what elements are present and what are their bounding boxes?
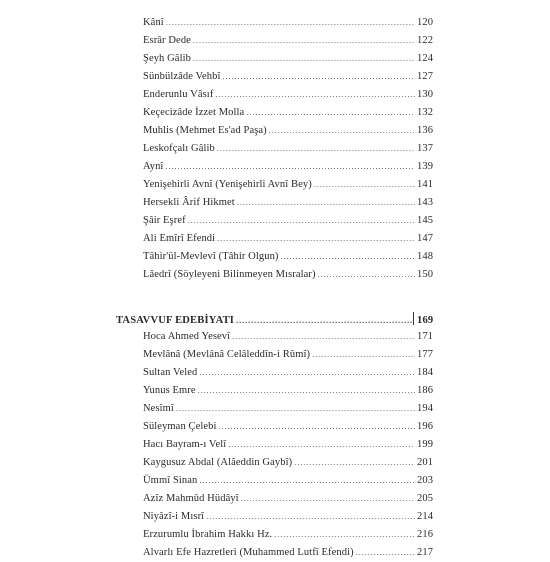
dot-leader [199,472,415,490]
entry-title: Ümmî Sinan [143,472,199,490]
entry-title: Şeyh Gâlib [143,50,193,68]
entry-page: 145 [415,212,433,230]
table-of-contents [143,14,433,562]
entry-page: 186 [415,382,433,400]
entry-page: 199 [415,436,433,454]
entry-page: 141 [415,176,433,194]
entry-title: Azîz Mahmûd Hüdâyî [143,490,241,508]
entry-title: Keçecizâde İzzet Molla [143,104,246,122]
entry-title: Yunus Emre [143,382,198,400]
toc-entry [143,400,433,418]
toc-entry [143,508,433,526]
dot-leader [166,14,415,32]
entry-title: Muhlis (Mehmet Es'ad Paşa) [143,122,269,140]
entry-page: 132 [415,104,433,122]
entry-title: Lâedrî (Söyleyeni Bilinmeyen Mısralar) [143,266,318,284]
dot-leader [232,328,415,346]
toc-entry [143,364,433,382]
dot-leader [246,104,415,122]
entry-page: 130 [415,86,433,104]
entry-title: Hacı Bayram-ı Velî [143,436,228,454]
entry-page: 127 [415,68,433,86]
entry-title: Leskofçalı Gâlib [143,140,217,158]
entry-title: Erzurumlu İbrahim Hakkı Hz. [143,526,274,544]
toc-entry [143,194,433,212]
dot-leader [237,194,415,212]
dot-leader [269,122,415,140]
section-title: TASAVVUF EDEBİYATI [116,312,236,330]
entry-page: 136 [415,122,433,140]
section-page: 169 [415,312,433,330]
dot-leader [219,418,415,436]
entry-page: 217 [415,544,433,562]
entry-title: Kânî [143,14,166,32]
entry-title: Hersekli Ârif Hikmet [143,194,237,212]
dot-leader [198,382,415,400]
entry-page: 201 [415,454,433,472]
entry-page: 205 [415,490,433,508]
toc-entry [143,212,433,230]
entry-title: Nesîmî [143,400,176,418]
entry-page: 124 [415,50,433,68]
dot-leader [193,32,415,50]
dot-leader [274,526,415,544]
entry-page: 196 [415,418,433,436]
toc-entry [143,544,433,562]
entry-title: Şâir Eşref [143,212,188,230]
entry-title: Aynî [143,158,165,176]
dot-leader [312,346,415,364]
toc-entry [143,122,433,140]
dot-leader [199,364,415,382]
dot-leader [217,140,415,158]
toc-entry [143,346,433,364]
toc-entry [143,526,433,544]
entry-page: 139 [415,158,433,176]
entry-title: Hoca Ahmed Yesevî [143,328,232,346]
entry-page: 120 [415,14,433,32]
dot-leader [314,176,415,194]
entry-page: 194 [415,400,433,418]
entry-page: 137 [415,140,433,158]
toc-entry [143,68,433,86]
toc-entry [143,454,433,472]
entry-page: 122 [415,32,433,50]
entry-title: Enderunlu Vâsıf [143,86,215,104]
toc-entry [143,328,433,346]
dot-leader [188,212,415,230]
entry-title: Tâhir'ül-Mevlevî (Tâhir Olgun) [143,248,281,266]
entry-page: 147 [415,230,433,248]
toc-entry [143,140,433,158]
toc-entry [143,248,433,266]
dot-leader [206,508,415,526]
entry-title: Mevlânâ (Mevlânâ Celâleddîn-i Rûmî) [143,346,312,364]
dot-leader [193,50,415,68]
entry-page: 150 [415,266,433,284]
entry-title: Süleyman Çelebi [143,418,219,436]
entry-page: 171 [415,328,433,346]
entry-title: Sultan Veled [143,364,199,382]
toc-entry [143,490,433,508]
entry-page: 184 [415,364,433,382]
toc-entry [143,418,433,436]
entry-page: 203 [415,472,433,490]
entry-title: Esrâr Dede [143,32,193,50]
entry-page: 177 [415,346,433,364]
toc-entry [143,436,433,454]
dot-leader [217,230,415,248]
toc-entry [143,266,433,284]
toc-entry [143,32,433,50]
entry-page: 214 [415,508,433,526]
dot-leader [223,68,415,86]
dot-leader [356,544,415,562]
toc-entry [143,382,433,400]
dot-leader [294,454,415,472]
entry-title: Niyâzî-i Mısrî [143,508,206,526]
dot-leader [241,490,415,508]
toc-entry [143,104,433,122]
entry-title: Alvarlı Efe Hazretleri (Muhammed Lutfî Efendi) [143,544,356,562]
dot-leader [281,248,415,266]
entry-page: 216 [415,526,433,544]
entry-title: Ali Emîrî Efendi [143,230,217,248]
toc-entry [143,14,433,32]
toc-entry [143,158,433,176]
entry-title: Yenişehirli Avnî (Yenişehirli Avnî Bey) [143,176,314,194]
dot-leader [228,436,415,454]
dot-leader [318,266,415,284]
dot-leader [165,158,415,176]
entry-page: 148 [415,248,433,266]
entry-page: 143 [415,194,433,212]
entry-title: Sünbülzâde Vehbî [143,68,223,86]
toc-entry [143,230,433,248]
toc-entry [143,176,433,194]
entry-title: Kaygusuz Abdal (Alâeddin Gaybî) [143,454,294,472]
dot-leader [215,86,415,104]
dot-leader [176,400,415,418]
toc-entry [143,50,433,68]
section-heading [116,310,433,328]
toc-entry [143,86,433,104]
toc-entry [143,472,433,490]
